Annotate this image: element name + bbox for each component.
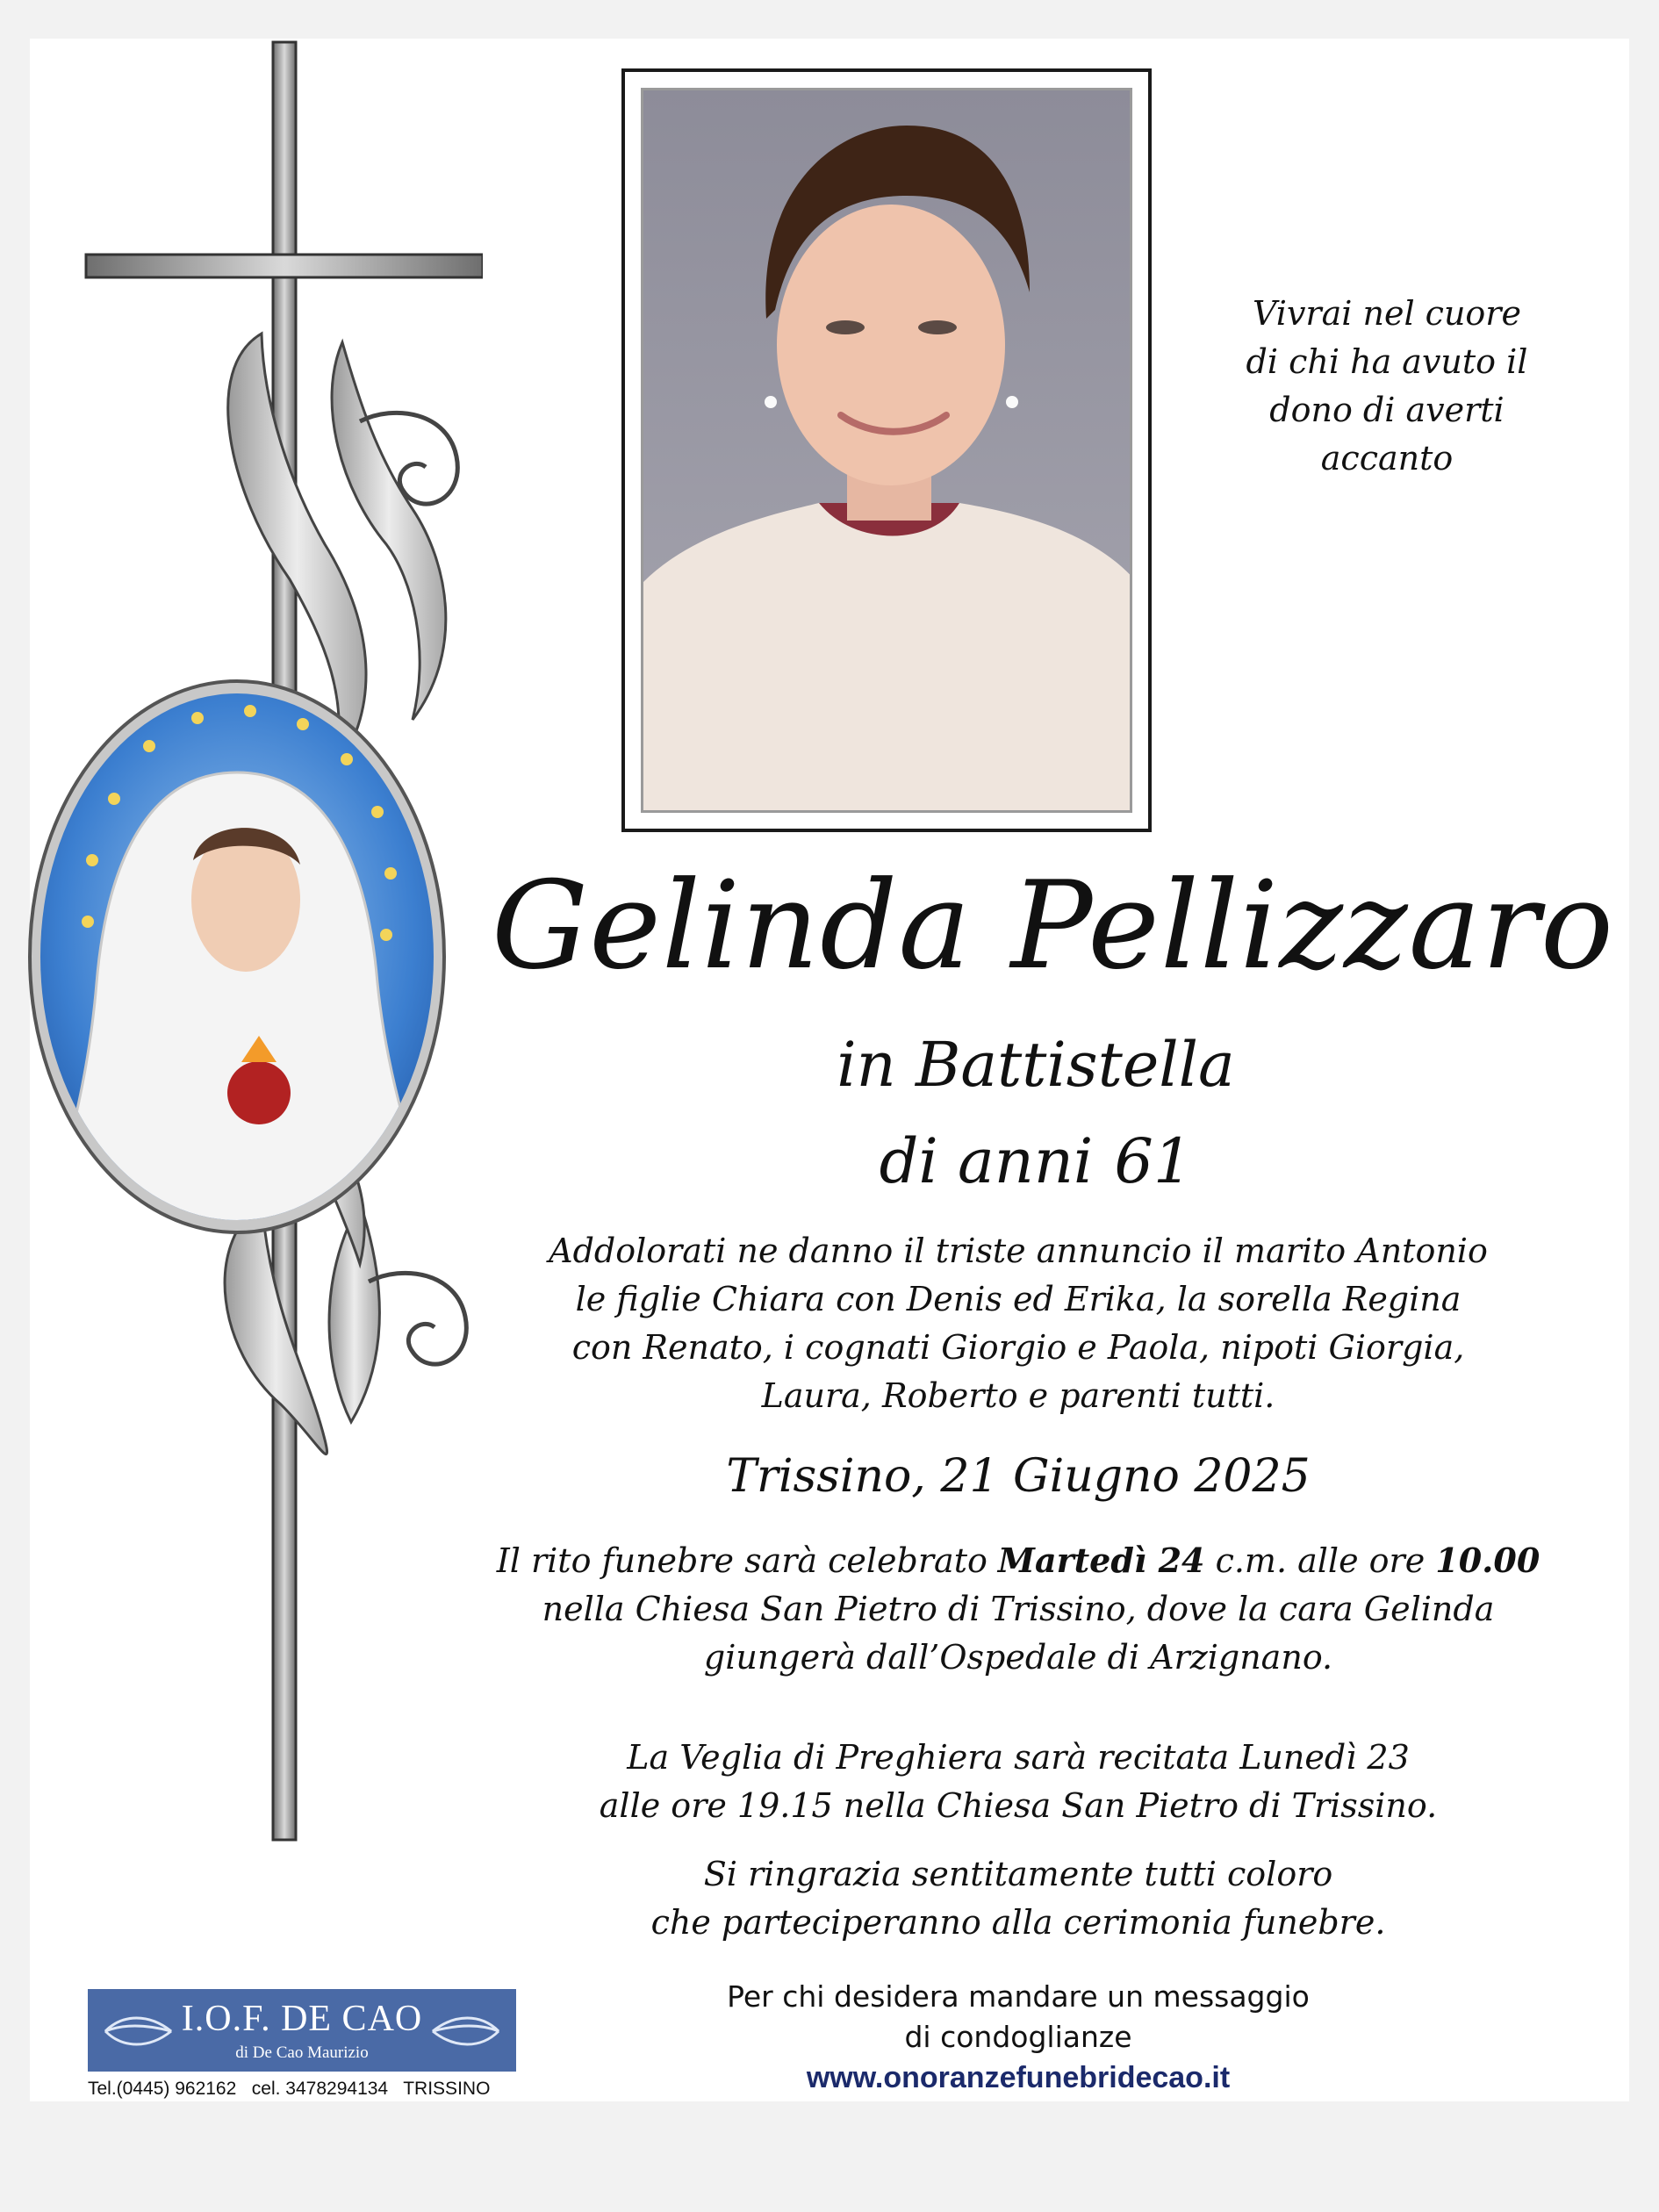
announcement-line: Laura, Roberto e parenti tutti.	[761, 1376, 1275, 1415]
agency-logo	[88, 1989, 516, 2072]
rite-line: giungerà dall’Ospedale di Arzignano.	[703, 1638, 1333, 1677]
memorial-quote	[1203, 290, 1571, 483]
portrait-image	[643, 90, 1132, 813]
deceased-name: Gelinda Pellizzaro	[492, 855, 1615, 996]
announcement-line: con Renato, i cognati Giorgio e Paola, nipoti Giorgia,	[571, 1328, 1465, 1367]
portrait-photo	[641, 88, 1132, 813]
quote-line: accanto	[1320, 439, 1454, 478]
vigil-line: alle ore 19.15 nella Chiesa San Pietro di Trissino.	[599, 1786, 1438, 1825]
quote-line: Vivrai nel cuore	[1253, 294, 1521, 333]
age-prefix: di anni	[879, 1125, 1094, 1197]
cross-horizontal-beam	[86, 255, 483, 277]
thanks-line: che parteciperanno alla cerimonia funebre.	[650, 1903, 1386, 1942]
rite-text: Il rito funebre sarà celebrato	[496, 1541, 998, 1580]
portrait-frame	[621, 68, 1152, 832]
rite-day: Martedì 24	[997, 1540, 1205, 1580]
rite-line: nella Chiesa San Pietro di Trissino, dove la cara Gelinda	[542, 1590, 1495, 1628]
condolences-line: di condoglianze	[904, 2020, 1132, 2054]
agency-subtitle: di De Cao Maurizio	[235, 2043, 369, 2062]
rite-time: 10.00	[1435, 1540, 1540, 1580]
announcement-line: Addolorati ne danno il triste annuncio il marito Antonio	[549, 1232, 1488, 1270]
vigil-text	[527, 1734, 1510, 1830]
scroll-curl	[369, 1273, 466, 1364]
rite-line	[492, 1536, 1545, 1585]
website-link[interactable]: www.onoranzefunebridecao.it	[806, 2061, 1231, 2094]
thanks-text	[527, 1850, 1510, 1947]
deceased-age	[667, 1124, 1404, 1199]
cross-ornament	[26, 35, 483, 1843]
thanks-line: Si ringrazia sentitamente tutti coloro	[703, 1855, 1333, 1893]
agency-name: I.O.F. DE CAO	[181, 1999, 423, 2039]
rite-text: c.m. alle ore	[1204, 1541, 1436, 1580]
announcement-text	[509, 1227, 1527, 1420]
age-value: 61	[1114, 1125, 1193, 1197]
condolences-line: Per chi desidera mandare un messaggio	[727, 1979, 1310, 2014]
quote-line: di chi ha avuto il	[1246, 342, 1528, 381]
condolences-block	[667, 1977, 1369, 2098]
agency-contact: Tel.(0445) 962162 cel. 3478294134 TRISSINO	[88, 2079, 491, 2099]
announcement-line: le figlie Chiara con Denis ed Erika, la sorella Regina	[575, 1280, 1462, 1318]
funeral-rite-text	[492, 1536, 1545, 1682]
vigil-line: La Veglia di Preghiera sarà recitata Lunedì 23	[627, 1738, 1410, 1777]
place-date: Trissino, 21 Giugno 2025	[726, 1450, 1311, 1503]
quote-line: dono di averti	[1269, 391, 1505, 429]
married-name: in Battistella	[837, 1029, 1235, 1101]
